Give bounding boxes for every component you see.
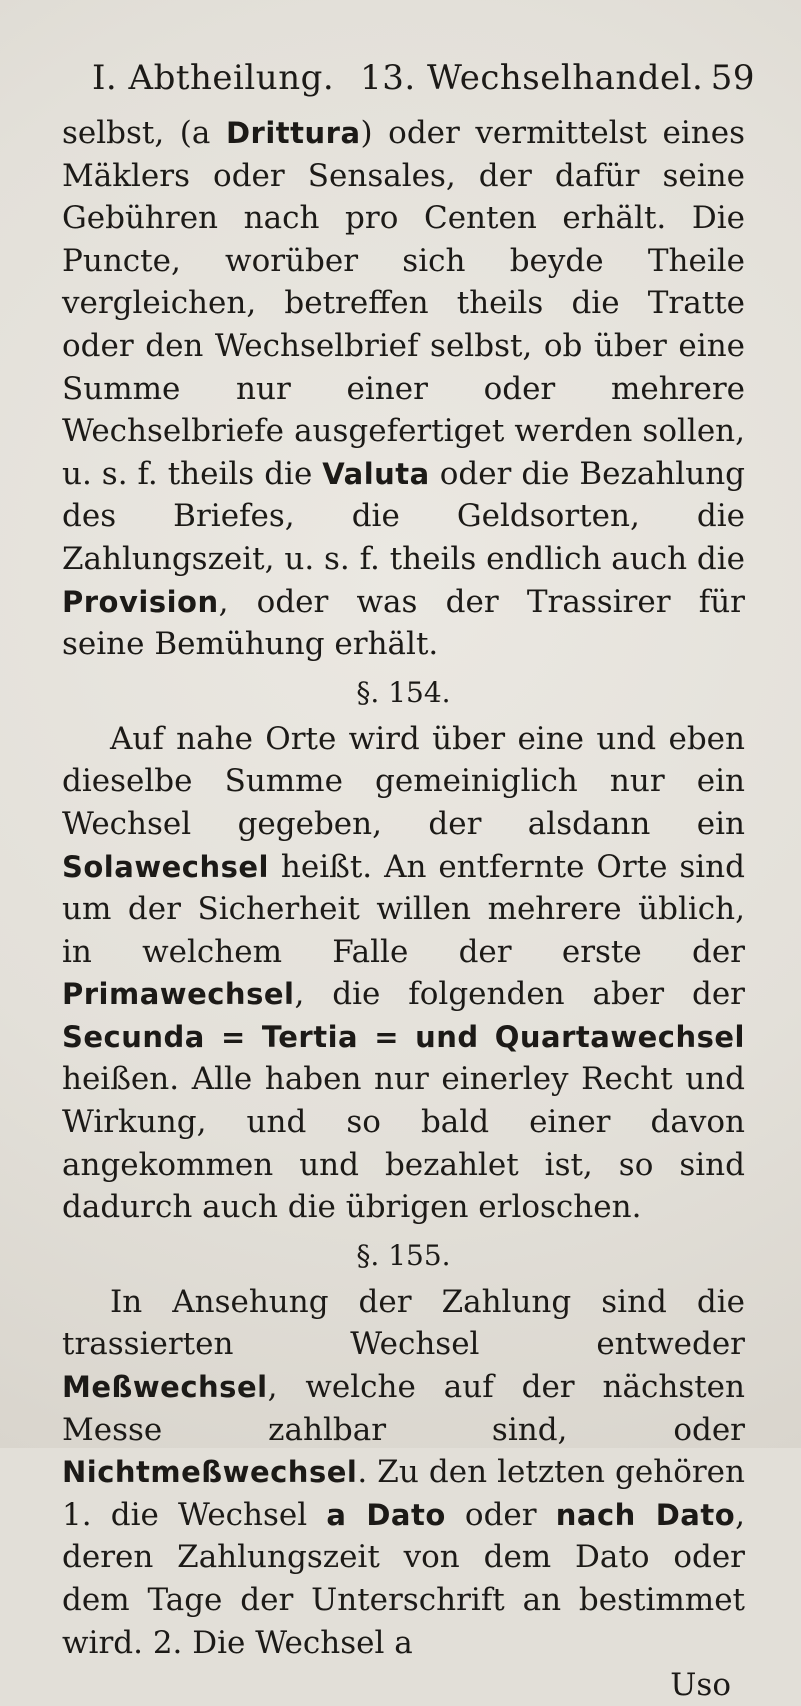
- emphasis-term: Drittura: [225, 116, 361, 150]
- page-number: 59: [710, 58, 755, 98]
- emphasis-term: Nichtmeßwechsel: [62, 1455, 358, 1490]
- emphasis-term: Meßwechsel: [62, 1370, 268, 1405]
- text-run: oder die Bezahlung des Briefes, die Geldsorten, die Zahlungszeit, u. s. f. theils endlich auch die: [62, 455, 745, 577]
- paragraph-3: [62, 1281, 745, 1664]
- running-head-left: [92, 58, 703, 98]
- running-head: [92, 58, 755, 98]
- paragraph-1: [62, 112, 745, 666]
- text-run: . Zu den letzten gehören 1. die Wechsel: [62, 1454, 745, 1533]
- section-heading-155: §. 155.: [356, 1238, 451, 1272]
- emphasis-term: nach Dato: [555, 1497, 736, 1532]
- text-run: ) oder vermittelst eines Mäklers oder Sensales, der dafür seine Gebühren nach pro Centen erhält. Die Puncte, worüber sich beyde Theile vergleichen, betreffen theils die Tratte oder den Wechselbrief selbst, ob über eine Summe nur einer oder mehrere Wechselbriefe ausgefertiget werden sollen, u. s. f. theils die: [62, 115, 745, 492]
- paragraph-2: [62, 718, 745, 1229]
- emphasis-term: Valuta: [322, 456, 430, 491]
- body-text: [62, 112, 745, 1706]
- emphasis-term: Solawechsel: [62, 849, 269, 884]
- chapter-title: I. Abtheilung.: [92, 58, 335, 98]
- catchword: Uso: [670, 1667, 731, 1704]
- section-heading-154: §. 154.: [356, 675, 451, 709]
- text-run: Auf nahe Orte wird über eine und eben dieselbe Summe gemeiniglich nur ein Wechsel gegeben, der alsdann ein: [62, 720, 745, 842]
- text-run: , oder was der Trassirer für seine Bemühung erhält.: [62, 583, 745, 663]
- text-run: , deren Zahlungszeit von dem Dato oder dem Tage der Unterschrift an bestimmet wird. 2. Die Wechsel a: [62, 1496, 746, 1661]
- emphasis-term: Provision: [62, 584, 219, 619]
- text-run: , die folgenden aber der: [294, 976, 745, 1013]
- emphasis-term: a Dato: [326, 1497, 446, 1532]
- emphasis-term: Secunda = Tertia = und Quartawechsel: [62, 1019, 745, 1054]
- text-run: heißt. An entfernte Orte sind um der Sicherheit willen mehrere üblich, in welchem Falle der erste der: [62, 848, 745, 970]
- text-run: , welche auf der nächsten Messe zahlbar sind, oder: [62, 1369, 745, 1448]
- text-run: heißen. Alle haben nur einerley Recht und Wirkung, und so bald einer davon angekommen und bezahlet ist, so sind dadurch auch die übrigen erloschen.: [62, 1061, 745, 1226]
- text-run: selbst, (a: [62, 115, 226, 151]
- text-run: oder: [445, 1496, 556, 1533]
- section-title: 13. Wechselhandel.: [360, 58, 704, 98]
- text-run: In Ansehung der Zahlung sind die trassierten Wechsel entweder: [62, 1283, 745, 1363]
- emphasis-term: Primawechsel: [62, 977, 295, 1012]
